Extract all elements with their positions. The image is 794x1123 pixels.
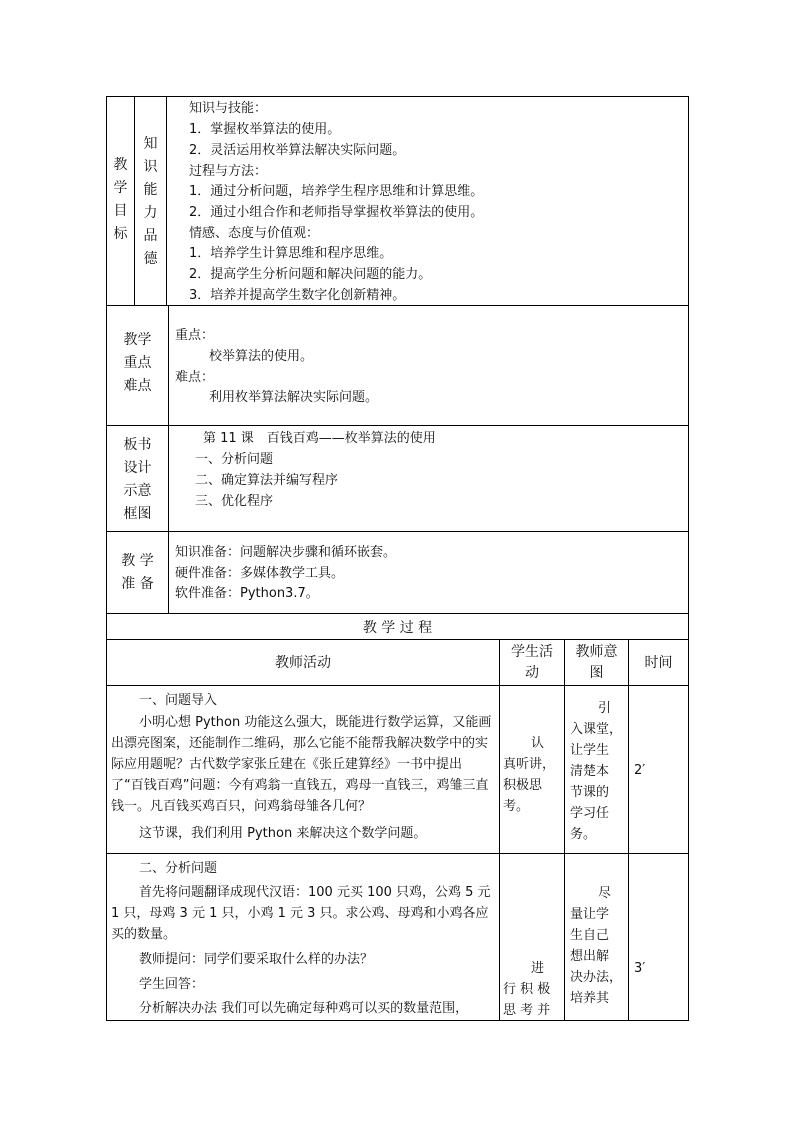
objectives-line: 1．掌握枚举算法的使用。: [189, 122, 341, 137]
board-item: 二、确定算法并编写程序: [195, 473, 339, 488]
objectives-line: 过程与方法：: [189, 164, 268, 179]
objectives-line: 知识与技能：: [189, 101, 268, 116]
prep-line: 软件准备：Python3.7。: [175, 586, 319, 601]
objectives-label-inner: 知 识 能 力 品 德: [143, 136, 158, 267]
objectives-line: 3．培养并提高学生数字化创新精神。: [189, 288, 406, 303]
key-points-label: 教学 重点 难点: [123, 332, 152, 394]
objectives-line: 2．提高学生分析问题和解决问题的能力。: [189, 267, 432, 282]
row2-heading: 二、分析问题: [139, 861, 218, 876]
objectives-line: 2．通过小组合作和老师指导掌握枚举算法的使用。: [189, 205, 484, 220]
row1-student-activity: 认 真听讲， 积极思 考。: [503, 736, 556, 814]
prep-line: 硬件准备：多媒体教学工具。: [175, 566, 345, 581]
objectives-label-outer: 教 学 目 标: [113, 157, 128, 242]
prep-line: 知识准备：问题解决步骤和循环嵌套。: [175, 545, 397, 560]
row1-time: 2′: [634, 763, 646, 778]
row1-teacher-intent: 引 入课堂， 让学生 清楚本 节课的 学习任 务。: [570, 701, 623, 842]
row1-paragraph: 这节课，我们利用 Python 来解决这个数学问题。: [139, 826, 427, 841]
row2-paragraph: 分析解决办法 我们可以先确定每种鸡可以买的数量范围，: [139, 1001, 469, 1016]
process-title: 教 学 过 程: [362, 620, 433, 636]
row2-time: 3′: [634, 961, 646, 976]
row2-paragraph: 学生回答：: [139, 977, 205, 992]
row2-paragraph: 教师提问：同学们要采取什么样的办法？: [139, 952, 374, 967]
row2-teacher-intent: 尽 量让学 生自己 想出解 决办法， 培养其: [570, 886, 623, 1006]
objectives-line: 情感、态度与价值观：: [189, 226, 320, 241]
header-student-activity: 学生活 动: [511, 644, 553, 681]
objectives-line: 1．通过分析问题，培养学生程序思维和计算思维。: [189, 184, 484, 199]
row1-paragraph: 小明心想 Python 功能这么强大，既能进行数学运算，又能画出漂亮图案，还能制作二维码，那么它能不能帮我解决数学中的实际应用题呢？古代数学家张丘建在《张丘建算经》一书中提出了“百钱百鸡”问题：今有鸡翁一直钱五，鸡母一直钱三，鸡雏三直钱一。凡百钱买鸡百只，问鸡翁母雏各几何？: [111, 715, 492, 814]
key-point-item: 校举算法的使用。: [209, 349, 314, 364]
row1-heading: 一、问题导入: [139, 693, 218, 708]
objectives-line: 2．灵活运用枚举算法解决实际问题。: [189, 143, 406, 158]
key-point-heading: 重点：: [175, 328, 215, 343]
header-teacher-activity: 教师活动: [275, 655, 331, 671]
board-label: 板书 设计 示意 框图: [123, 437, 152, 522]
row2-paragraph: 首先将问题翻译成现代汉语：100 元买 100 只鸡，公鸡 5 元 1 只，母鸡 3 元 1 只，小鸡 1 元 3 只。求公鸡、母鸡和小鸡各应买的数量。: [111, 885, 491, 942]
objectives-line: 1．培养学生计算思维和程序思维。: [189, 246, 393, 261]
row2-student-activity: 进 行 积 极 思 考 并: [503, 961, 551, 1018]
board-item: 一、分析问题: [195, 452, 274, 467]
board-item: 三、优化程序: [195, 494, 274, 509]
prep-label: 教 学 准 备: [121, 553, 154, 592]
header-teacher-intent: 教师意 图: [575, 644, 618, 681]
difficulty-item: 利用枚举算法解决实际问题。: [209, 390, 379, 405]
difficulty-heading: 难点：: [175, 370, 215, 385]
board-title: 第 11 课 百钱百鸡——枚举算法的使用: [203, 431, 436, 446]
header-time: 时间: [644, 655, 673, 671]
